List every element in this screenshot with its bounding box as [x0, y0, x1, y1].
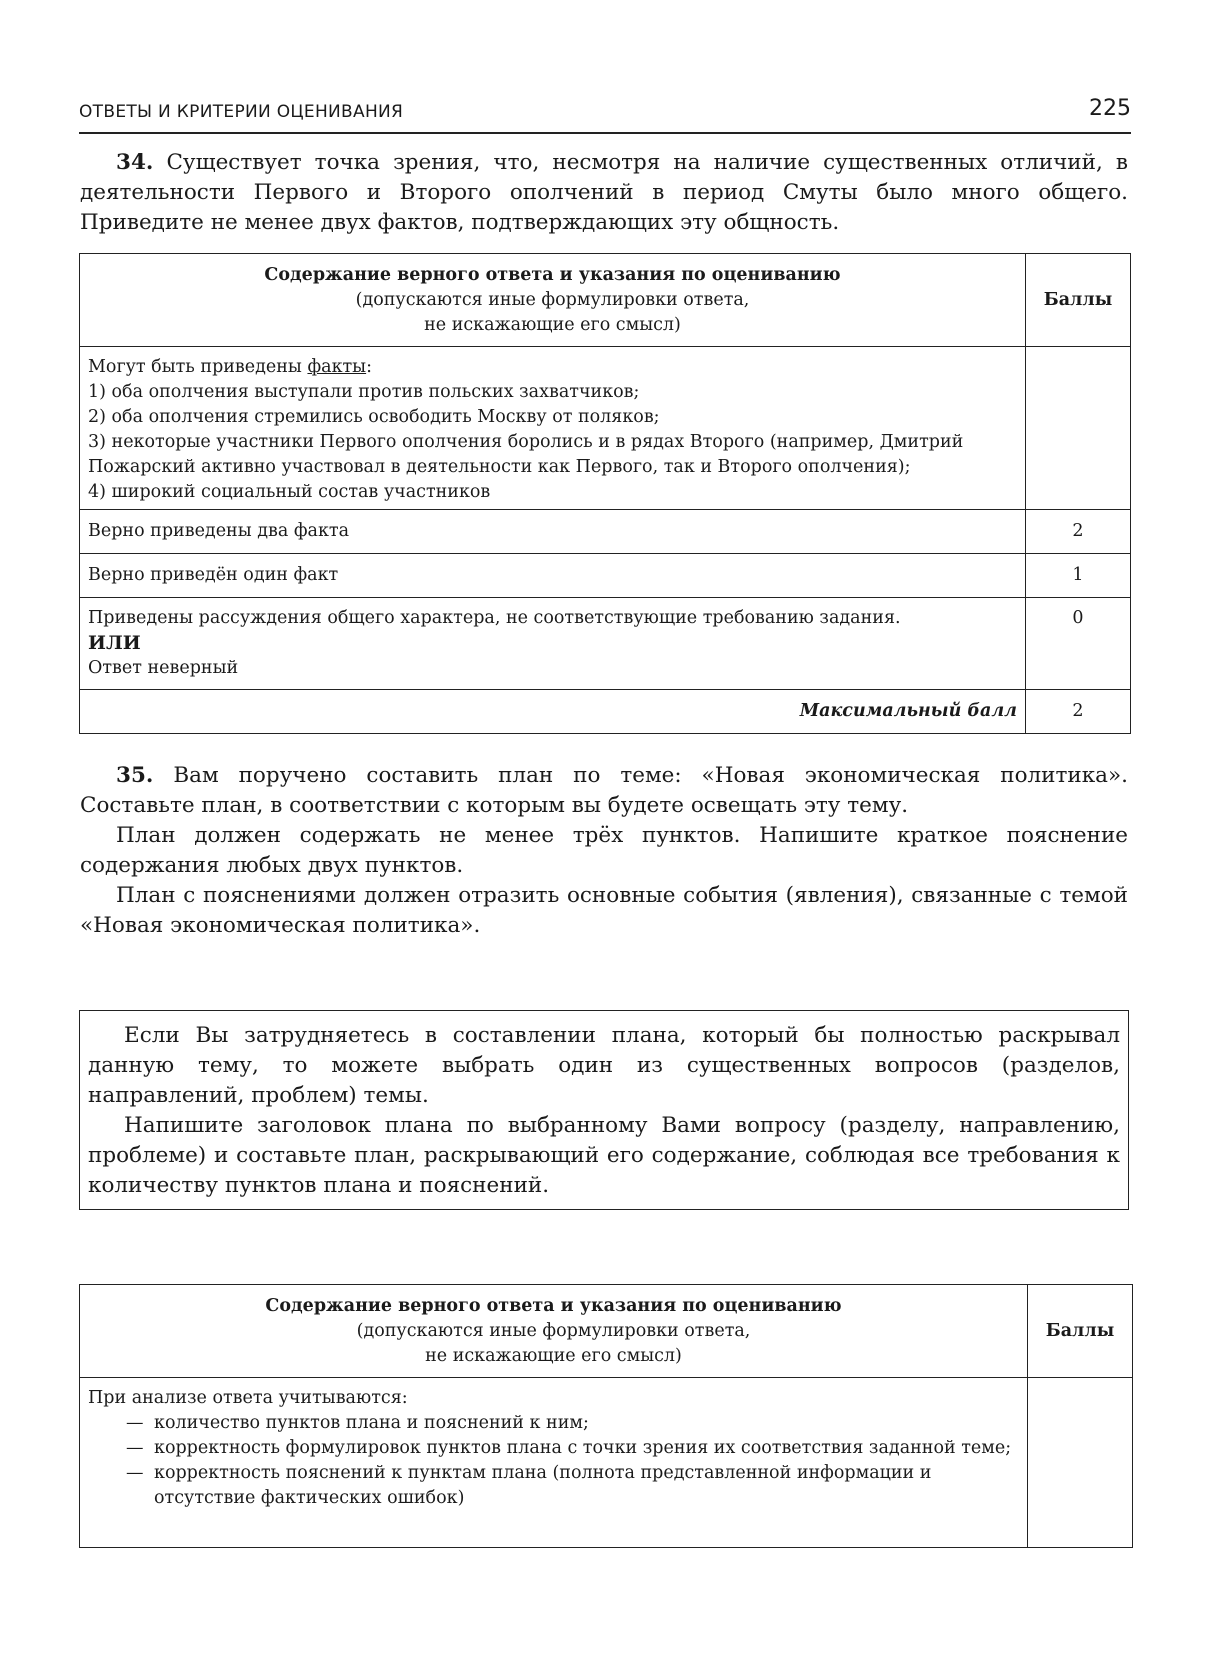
table-row [80, 510, 1131, 554]
question-35-p2: План должен содержать не менее трёх пунктов. Напишите краткое пояснение содержания любых двух пунктов. [80, 823, 1128, 878]
table-row [80, 598, 1131, 690]
analysis-cell [80, 1378, 1028, 1548]
list-item: — количество пунктов плана и пояснений к ним; [126, 1411, 1019, 1436]
max-score-points: 2 [1026, 690, 1131, 734]
criteria-table-35 [79, 1284, 1133, 1548]
header-line-1: Содержание верного ответа и указания по оцениванию [265, 1295, 842, 1316]
criterion-points: 1 [1026, 554, 1131, 598]
facts-intro-word: факты [307, 357, 367, 377]
note-paragraph-2: Напишите заголовок плана по выбранному Вами вопросу (разделу, направлению, проблеме) и составьте план, раскрывающий его содержание, соблюдая все требования к количеству пунктов плана и пояснений. [88, 1113, 1120, 1198]
list-item: 1) оба ополчения выступали против польских захватчиков; [88, 382, 640, 402]
header-line-1: Содержание верного ответа и указания по оцениванию [264, 264, 841, 285]
list-item: 3) некоторые участники Первого ополчения боролись и в рядах Второго (например, Дмитрий Пожарский активно участвовал в деятельности как Первого, так и Второго ополчения); [88, 432, 964, 477]
criterion-points: 0 [1026, 598, 1131, 690]
plan-note-box [79, 1010, 1129, 1210]
table-header-row [80, 1285, 1133, 1378]
note-paragraph-1: Если Вы затрудняетесь в составлении плана, который бы полностью раскрывал данную тему, то можете выбрать один из существенных вопросов (разделов, направлений, проблем) темы. [88, 1023, 1120, 1108]
facts-intro-prefix: Могут быть приведены [88, 357, 308, 377]
criterion-zero-text-2: Ответ неверный [88, 658, 239, 678]
facts-intro [88, 355, 1017, 380]
max-score-row [80, 690, 1131, 734]
max-score-label: Максимальный балл [799, 701, 1017, 721]
criterion-zero-text: Приведены рассуждения общего характера, не соответствующие требованию задания. [88, 608, 901, 628]
criterion-points: 2 [1026, 510, 1131, 554]
question-35-p1 [80, 761, 1128, 821]
table-header-row [80, 254, 1131, 347]
header-points: Баллы [1026, 254, 1131, 347]
facts-intro-suffix: : [366, 357, 373, 377]
question-35-p3: План с пояснениями должен отразить основные события (явления), связанные с темой «Новая экономическая политика». [80, 883, 1128, 938]
header-line-3: не искажающие его смысл) [425, 1345, 682, 1366]
list-item: — корректность пояснений к пунктам плана (полнота представленной информации и отсутствие фактических ошибок) [126, 1461, 1019, 1511]
header-line-3: не искажающие его смысл) [424, 314, 681, 335]
criterion-text: Верно приведены два факта [80, 510, 1026, 554]
header-line-2: (допускаются иные формулировки ответа, [356, 1320, 751, 1341]
analysis-list [88, 1411, 1019, 1511]
running-head [79, 96, 1131, 134]
table-header-content [80, 254, 1026, 347]
facts-points [1026, 347, 1131, 510]
table-header-content [80, 1285, 1028, 1378]
list-item: 2) оба ополчения стремились освободить Москву от поляков; [88, 407, 660, 427]
table-row [80, 347, 1131, 510]
question-34 [80, 148, 1128, 238]
question-35-number: 35. [116, 763, 154, 788]
criterion-text: Верно приведён один факт [80, 554, 1026, 598]
list-item: — корректность формулировок пунктов плана с точки зрения их соответствия заданной теме; [126, 1436, 1019, 1461]
criteria-table-34 [79, 253, 1131, 734]
question-34-text: Существует точка зрения, что, несмотря на наличие существенных отличий, в деятельности Первого и Второго ополчений в период Смуты было много общего. Приведите не менее двух фактов, подтверждающих эту общность. [80, 150, 1128, 235]
max-score-label-cell [80, 690, 1026, 734]
facts-cell [80, 347, 1026, 510]
list-item: 4) широкий социальный состав участников [88, 482, 491, 502]
header-line-2: (допускаются иные формулировки ответа, [355, 289, 750, 310]
table-row [80, 554, 1131, 598]
analysis-points [1028, 1378, 1133, 1548]
facts-list [88, 380, 1017, 505]
question-34-number: 34. [116, 150, 154, 175]
criterion-zero-cell [80, 598, 1026, 690]
table-row [80, 1378, 1133, 1548]
page-number: 225 [1089, 96, 1131, 121]
question-35-text: Вам поручено составить план по теме: «Новая экономическая политика». Составьте план, в соответствии с которым вы будете освещать эту тему. [80, 763, 1128, 818]
criterion-or: ИЛИ [88, 632, 141, 654]
running-title: ОТВЕТЫ И КРИТЕРИИ ОЦЕНИВАНИЯ [79, 102, 404, 122]
header-points: Баллы [1028, 1285, 1133, 1378]
analysis-intro: При анализе ответа учитываются: [88, 1388, 408, 1408]
